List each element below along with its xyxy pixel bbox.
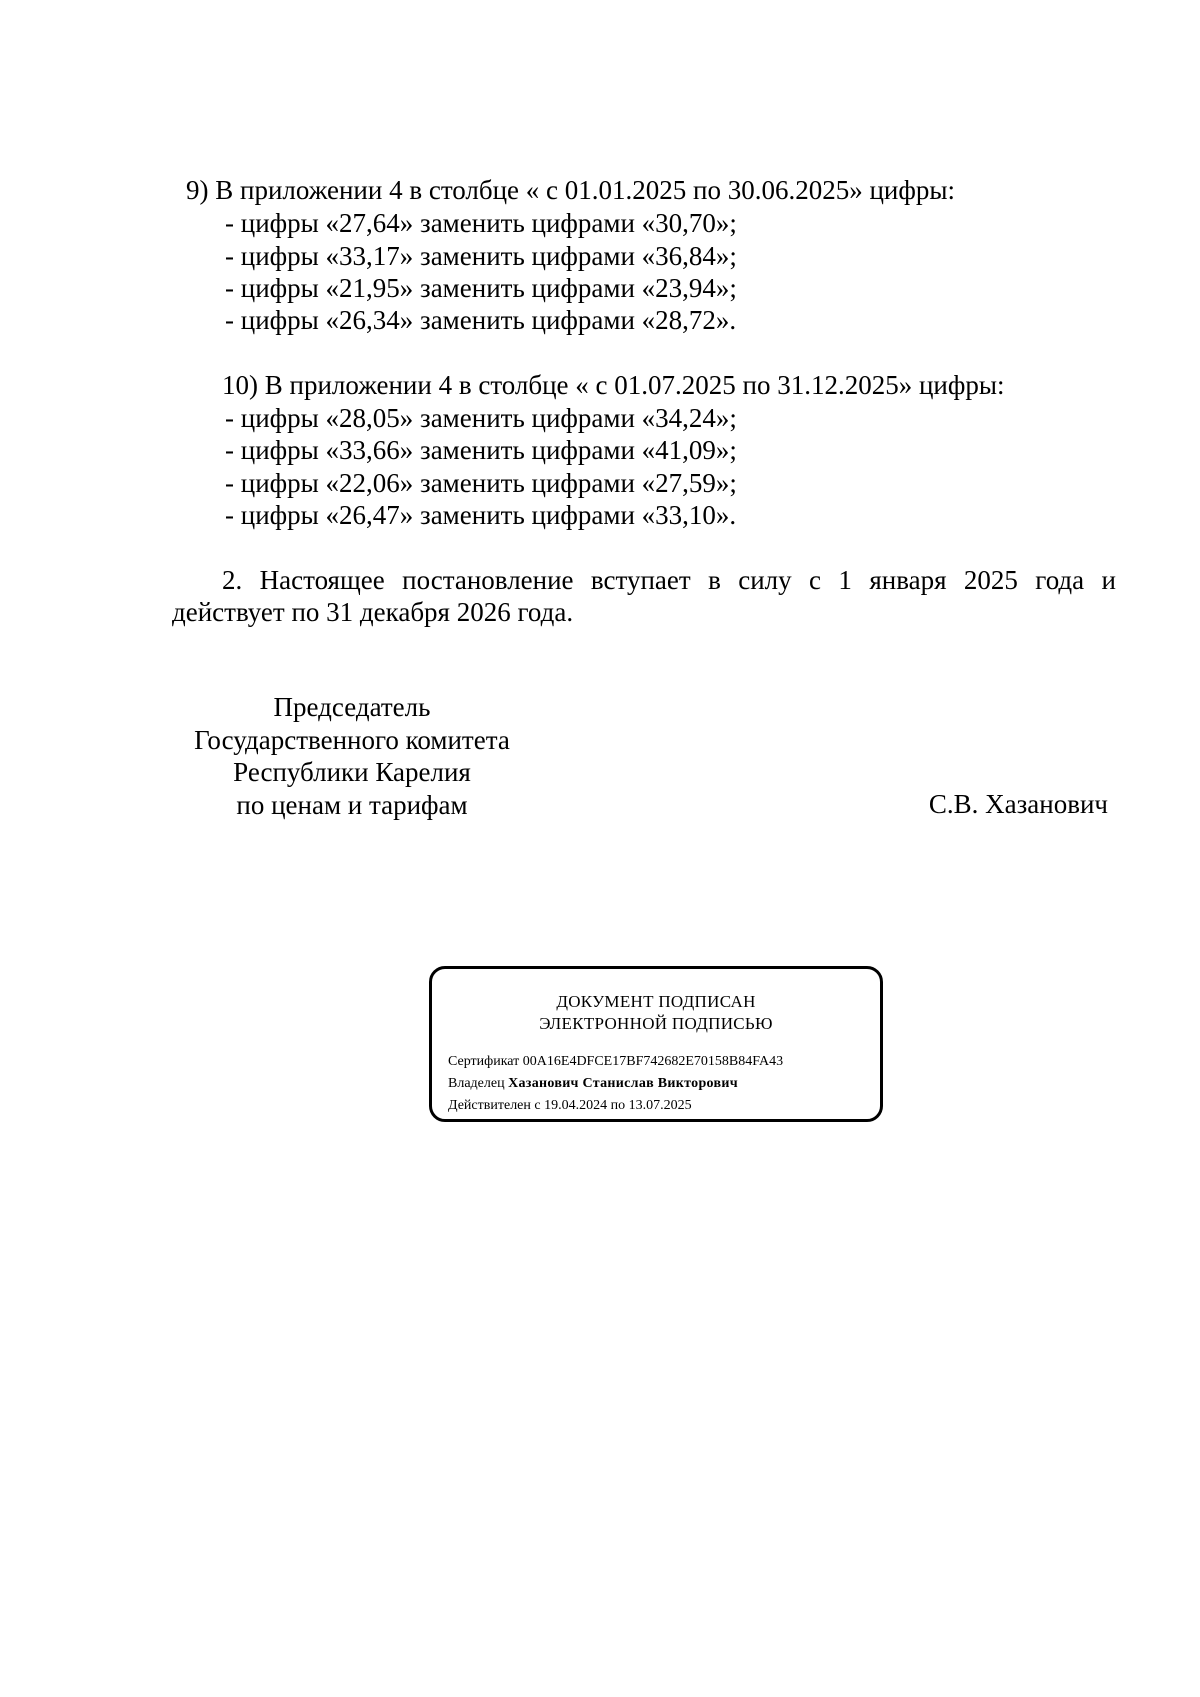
- signatory-title-line: Председатель: [273, 692, 431, 722]
- stamp-certificate-value: 00A16E4DFCE17BF742682E70158B84FA43: [522, 1054, 784, 1069]
- clause-2-line-2: действует по 31 декабря 2026 года.: [172, 597, 574, 627]
- list-item: - цифры «33,17» заменить цифрами «36,84»;: [225, 241, 737, 271]
- list-item: - цифры «27,64» заменить цифрами «30,70»;: [225, 208, 737, 238]
- stamp-title-line-1: ДОКУМЕНТ ПОДПИСАН: [556, 992, 756, 1011]
- list-item: - цифры «26,34» заменить цифрами «28,72».: [225, 305, 737, 335]
- section-9-heading: 9) В приложении 4 в столбце « с 01.01.2025 по 30.06.2025» цифры:: [186, 175, 956, 205]
- section-10-heading: 10) В приложении 4 в столбце « с 01.07.2025 по 31.12.2025» цифры:: [222, 370, 1005, 400]
- list-item: - цифры «26,47» заменить цифрами «33,10».: [225, 500, 737, 530]
- list-item: - цифры «28,05» заменить цифрами «34,24»;: [225, 403, 737, 433]
- stamp-owner-row: [448, 1075, 738, 1093]
- list-item: - цифры «33,66» заменить цифрами «41,09»;: [225, 435, 737, 465]
- electronic-signature-stamp: [429, 966, 883, 1122]
- signatory-title-line: Государственного комитета: [194, 724, 510, 755]
- stamp-valid-to-label: по: [610, 1098, 626, 1113]
- signatory-title-line: по ценам и тарифам: [236, 789, 468, 820]
- stamp-valid-to: 13.07.2025: [628, 1098, 692, 1113]
- stamp-valid-label: Действителен: [448, 1098, 531, 1113]
- list-item: - цифры «21,95» заменить цифрами «23,94»;: [225, 273, 737, 303]
- stamp-certificate-row: [448, 1053, 783, 1071]
- stamp-title: [432, 991, 880, 1035]
- stamp-certificate-label: Сертификат: [448, 1054, 520, 1069]
- clause-2-line-1: 2. Настоящее постановление вступает в силу с 1 января 2025 года и: [222, 565, 1116, 595]
- stamp-valid-from: 19.04.2024: [544, 1098, 608, 1113]
- stamp-validity-row: [448, 1097, 692, 1115]
- signatory-name: С.В. Хазанович: [928, 789, 1108, 819]
- stamp-owner-value: Хазанович Станислав Викторович: [508, 1076, 738, 1091]
- signatory-title: [172, 691, 532, 821]
- list-item: - цифры «22,06» заменить цифрами «27,59»;: [225, 468, 737, 498]
- stamp-owner-label: Владелец: [448, 1076, 505, 1091]
- signatory-title-line: Республики Карелия: [233, 757, 471, 787]
- stamp-valid-from-label: с: [534, 1098, 541, 1113]
- stamp-title-line-2: ЭЛЕКТРОННОЙ ПОДПИСЬЮ: [539, 1014, 773, 1033]
